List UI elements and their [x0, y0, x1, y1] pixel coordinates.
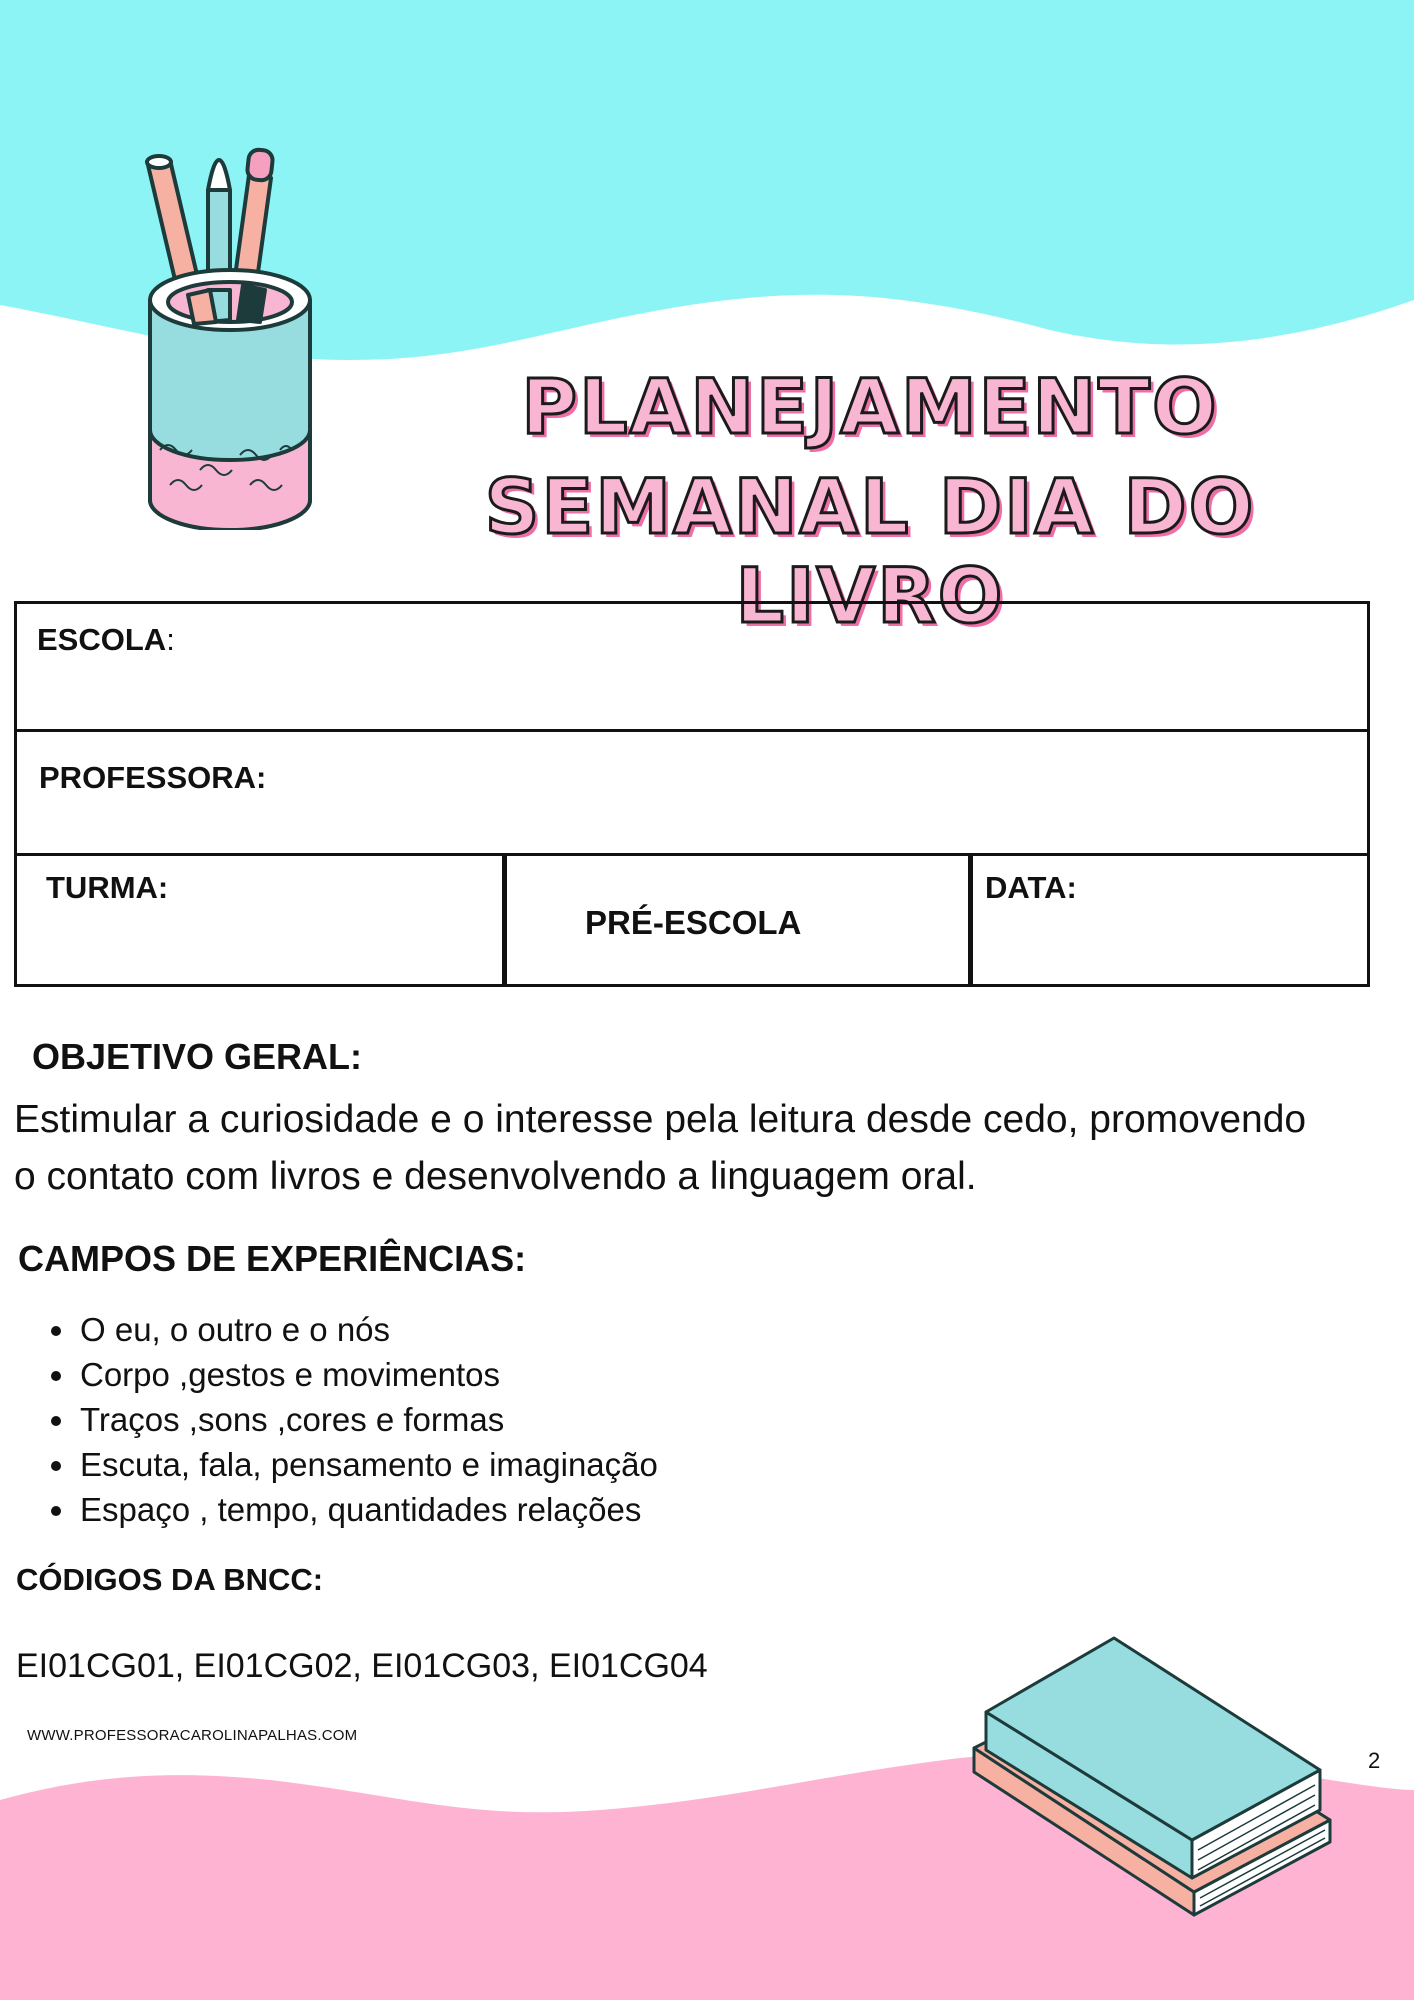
list-item: • Traços ,sons ,cores e formas: [78, 1397, 658, 1442]
turma-row: [17, 856, 1367, 984]
bncc-codes: EI01CG01, EI01CG02, EI01CG03, EI01CG04: [16, 1647, 708, 1685]
campos-heading: CAMPOS DE EXPERIÊNCIAS:: [18, 1238, 527, 1279]
professora-label: PROFESSORA:: [39, 760, 267, 795]
header-form-table: [14, 601, 1370, 987]
list-item: • Espaço , tempo, quantidades relações: [78, 1487, 658, 1532]
data-cell[interactable]: [973, 856, 1367, 984]
list-item: • Escuta, fala, pensamento e imaginação: [78, 1442, 658, 1487]
turma-value-cell[interactable]: [507, 856, 973, 984]
books-stack-icon: [960, 1620, 1340, 1920]
campos-list: [30, 1307, 658, 1532]
list-item: • O eu, o outro e o nós: [78, 1307, 658, 1352]
turma-cell[interactable]: [17, 856, 507, 984]
escola-label: ESCOLA:: [37, 622, 175, 657]
pencil-cup-icon: [130, 130, 330, 530]
objetivo-heading: OBJETIVO GERAL:: [32, 1036, 363, 1077]
escola-colon: :: [166, 622, 175, 657]
page-number: 2: [1368, 1748, 1381, 1773]
title-line-1: PLANEJAMENTO: [521, 362, 1219, 451]
turma-value: PRÉ-ESCOLA: [585, 904, 802, 941]
escola-row[interactable]: [17, 604, 1367, 732]
data-label: DATA:: [985, 870, 1077, 905]
title-line-2: SEMANAL DIA DO LIVRO: [484, 462, 1256, 640]
objetivo-line-2: o contato com livros e desenvolvendo a linguagem oral.: [14, 1155, 977, 1198]
objetivo-line-1: Estimular a curiosidade e o interesse pela leitura desde cedo, promovendo: [14, 1098, 1307, 1141]
list-item: • Corpo ,gestos e movimentos: [78, 1352, 658, 1397]
turma-label: TURMA:: [46, 870, 169, 905]
professora-row[interactable]: [17, 732, 1367, 856]
bncc-heading: CÓDIGOS DA BNCC:: [16, 1562, 324, 1597]
website-url[interactable]: WWW.PROFESSORACAROLINAPALHAS.COM: [27, 1727, 358, 1744]
